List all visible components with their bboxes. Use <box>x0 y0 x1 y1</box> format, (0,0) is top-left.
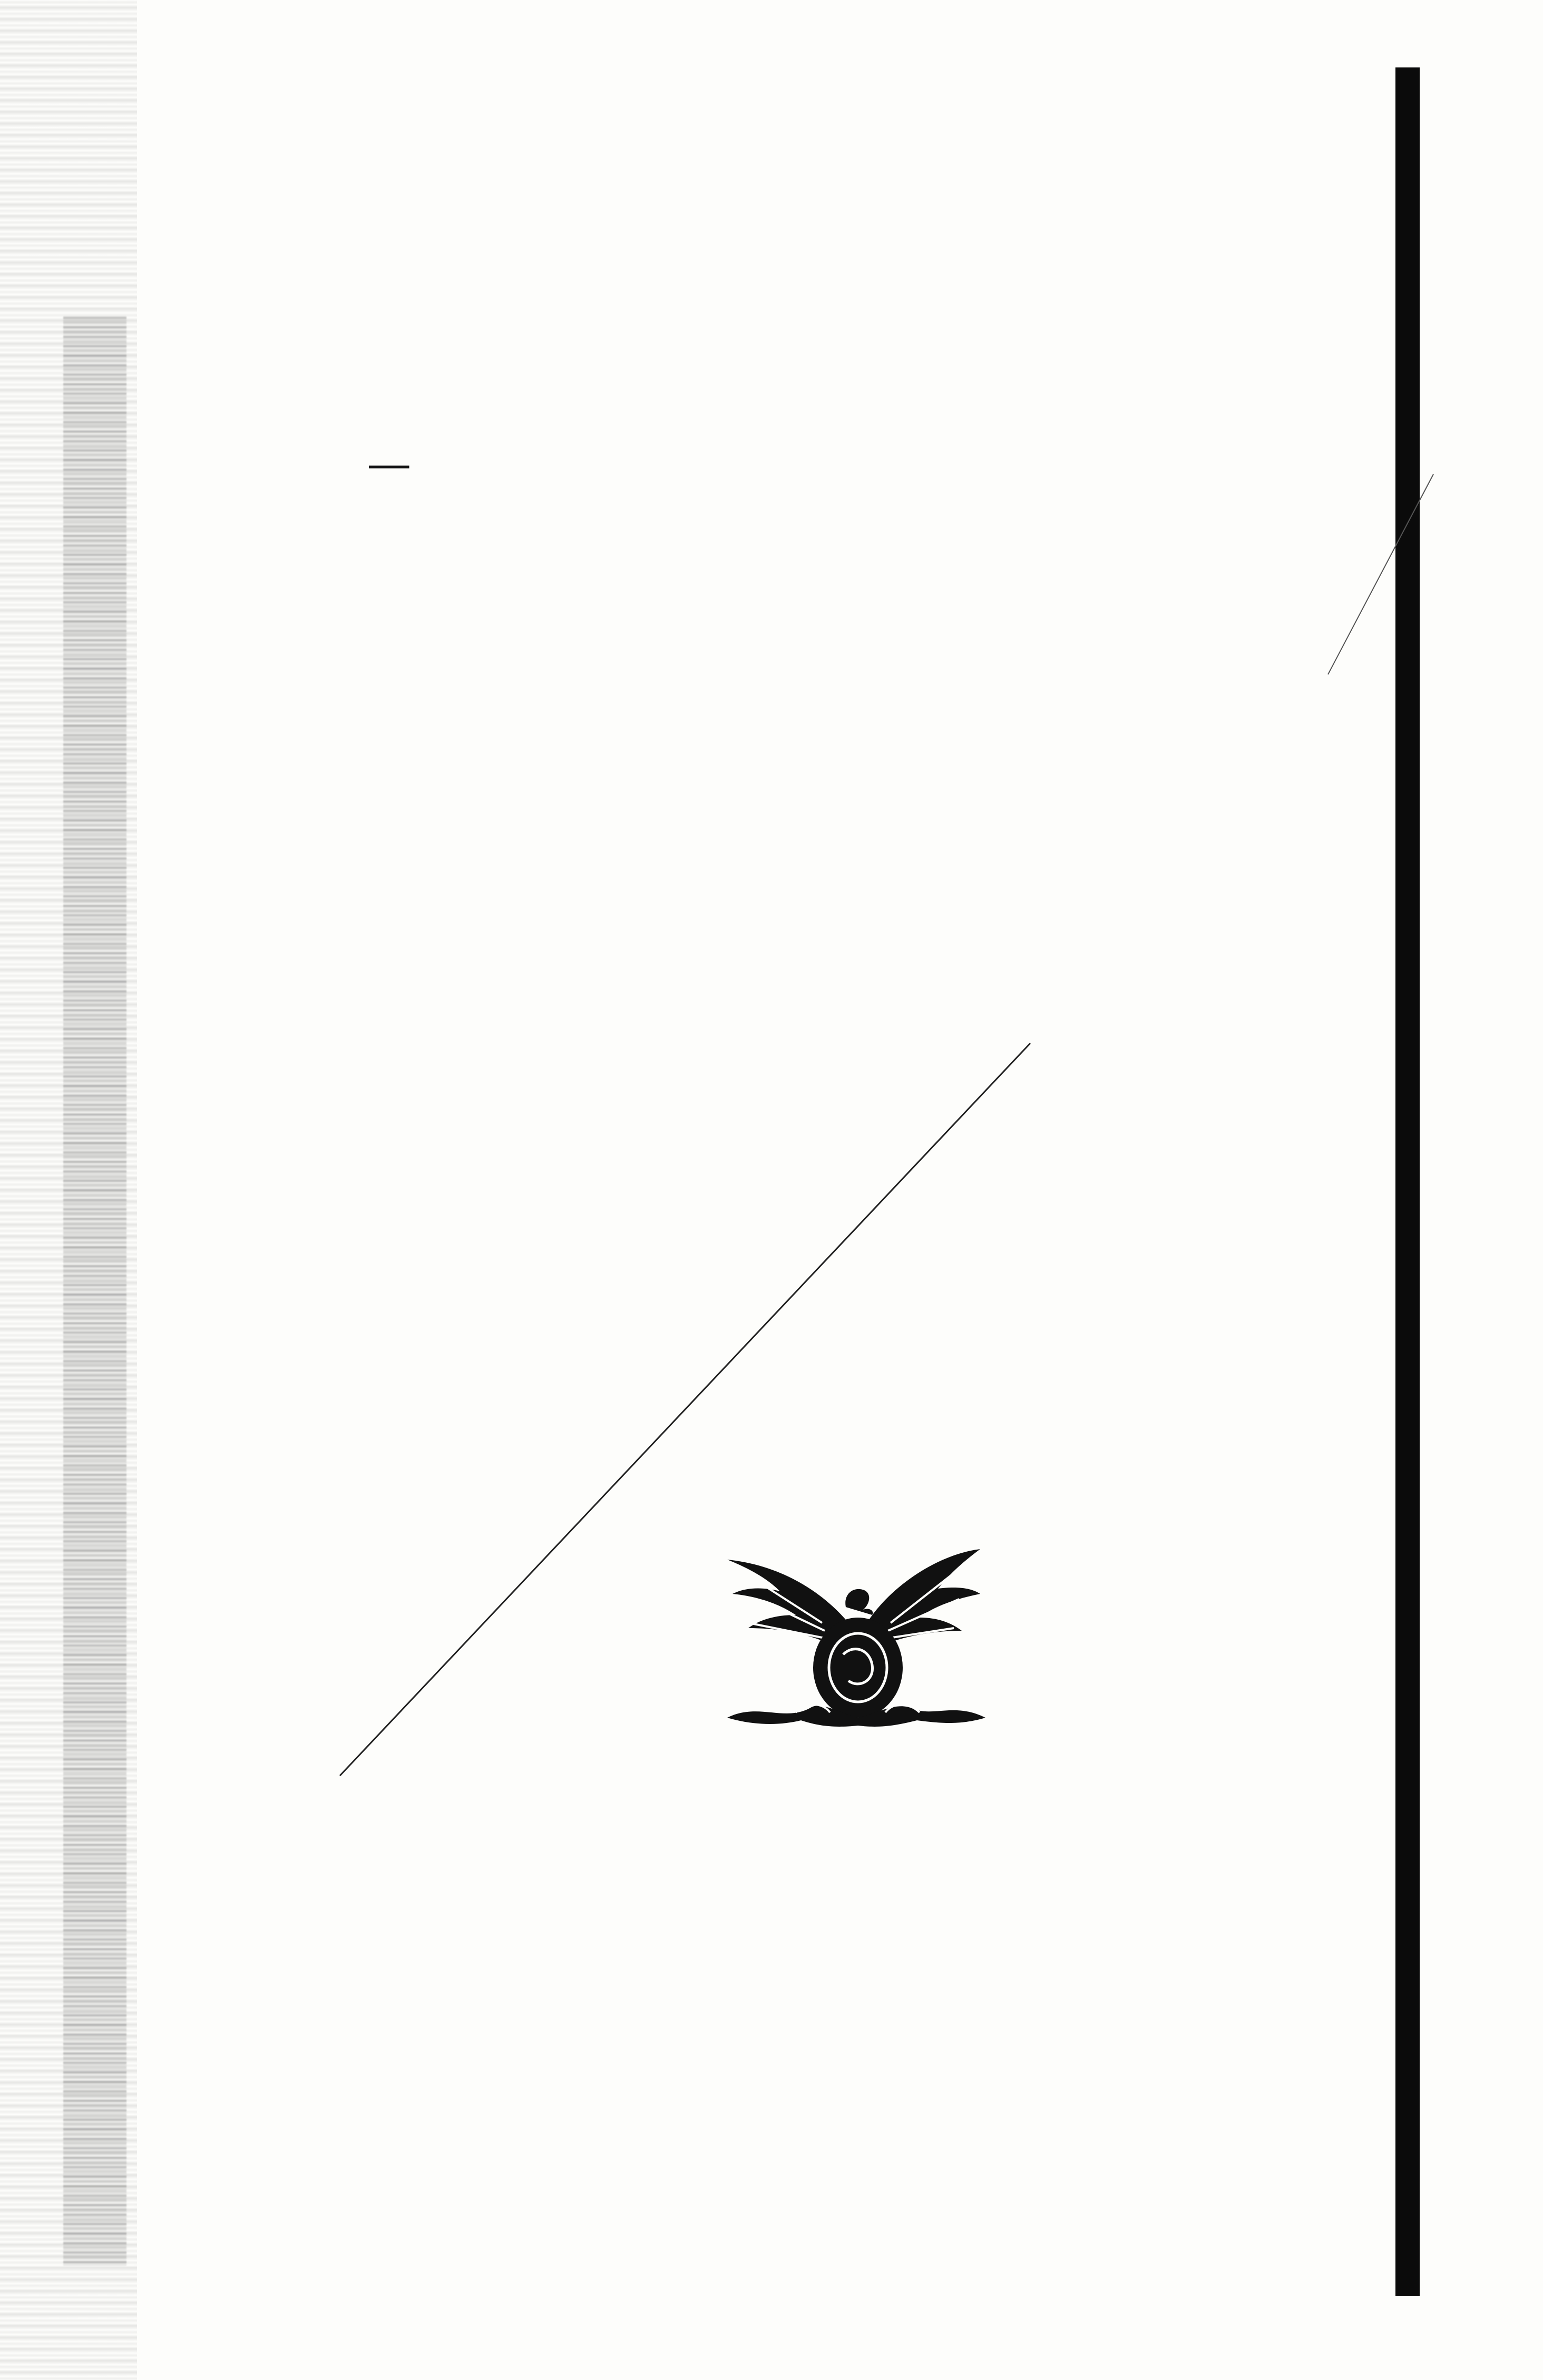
toc-long-line-2 <box>369 489 1328 541</box>
page-header <box>369 285 1296 327</box>
toc-long-line-4 <box>369 592 1328 644</box>
zigzag-rule-icon <box>369 369 1312 395</box>
eagle-vignette-icon <box>717 1544 991 1744</box>
toc-entry-long <box>369 437 1328 644</box>
binding-shadow <box>63 316 126 2266</box>
table-of-contents <box>369 437 1328 644</box>
toc-numeral: — <box>369 441 409 485</box>
binding-gutter <box>0 0 137 2380</box>
toc-long-line-1 <box>369 437 1244 489</box>
scan-edge-bar <box>1395 67 1420 2296</box>
toc-long-line-3 <box>369 541 1328 592</box>
